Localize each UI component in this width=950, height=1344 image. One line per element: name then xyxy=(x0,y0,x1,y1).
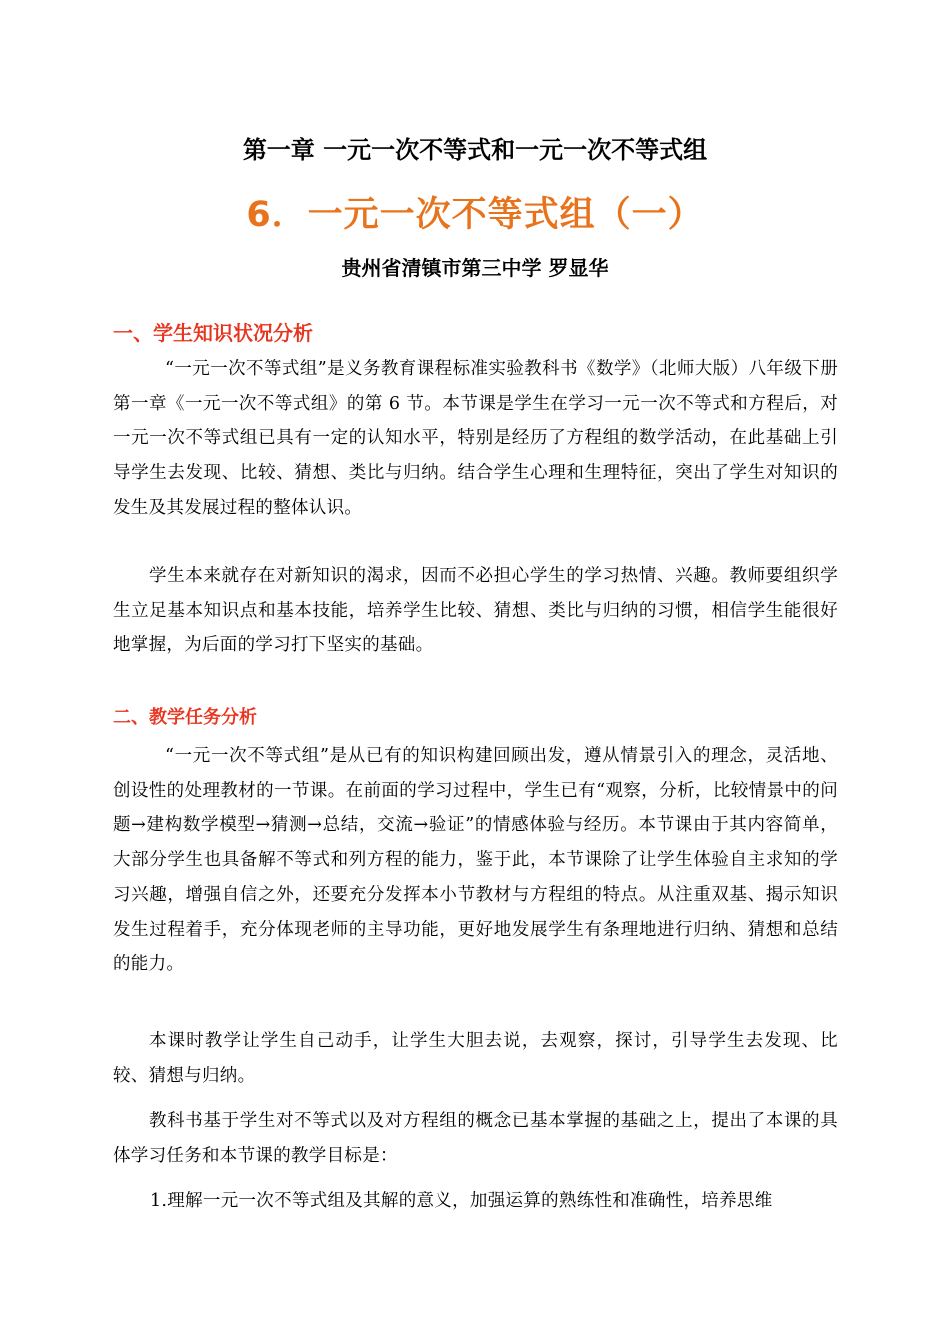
section-heading-student-analysis: 一、学生知识状况分析 xyxy=(113,321,313,345)
paragraph: “一元一次不等式组”是从已有的知识构建回顾出发，遵从情景引入的理念，灵活地、创设性的处理教材的一节课。在前面的学习过程中，学生已有“观察，分析，比较情景中的问题→建构数学模型→猜测→总结，交流→验证”的情感体验与经历。本节课由于其内容简单，大部分学生也具备解不等式和列方程的能力，鉴于此，本节课除了让学生体验自主求知的学习兴趣，增强自信之外，还要充分发挥本小节教材与方程组的特点。从注重双基、揭示知识发生过程着手，充分体现老师的主导功能，更好地发展学生有条理地进行归纳、猜想和总结的能力。 xyxy=(113,746,838,975)
paragraph: 学生本来就存在对新知识的渴求，因而不必担心学生的学习热情、兴趣。教师要组织学生立足基本知识点和基本技能，培养学生比较、猜想、类比与归纳的习惯，相信学生能很好地掌握，为后面的学习打下坚实的基础。 xyxy=(113,566,838,656)
paragraph: 本课时教学让学生自己动手，让学生大胆去说，去观察，探讨，引导学生去发现、比较、猜想与归纳。 xyxy=(113,1031,838,1086)
author-line: 贵州省清镇市第三中学 罗显华 xyxy=(341,256,609,280)
paragraph: 教科书基于学生对不等式以及对方程组的概念已基本掌握的基础之上，提出了本课的具体学习任务和本节课的教学目标是： xyxy=(113,1111,838,1166)
list-item: 1.理解一元一次不等式组及其解的意义，加强运算的熟练性和准确性，培养思维 xyxy=(150,1191,773,1211)
paragraph: “一元一次不等式组”是义务教育课程标准实验教科书《数学》（北师大版）八年级下册第一章《一元一次不等式组》的第 6 节。本节课是学生在学习一元一次不等式和方程后，对一元一次不等式组已具有一定的认知水平，特别是经历了方程组的数学活动，在此基础上引导学生去发现、比较、猜想、类比与归纳。结合学生心理和生理特征，突出了学生对知识的发生及其发展过程的整体认识。 xyxy=(113,359,838,518)
chapter-title: 第一章 一元一次不等式和一元一次不等式组 xyxy=(242,136,708,164)
section-heading-task-analysis: 二、教学任务分析 xyxy=(113,707,257,728)
lesson-title: 6．一元一次不等式组（一） xyxy=(246,195,704,235)
